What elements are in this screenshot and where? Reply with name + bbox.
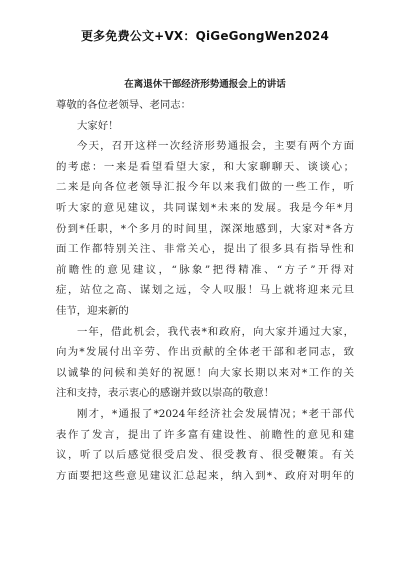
text-line: 面工作都特别关注、非常关心，提出了很多具有指导性和 xyxy=(56,243,354,256)
document-body xyxy=(56,95,354,486)
text-line: 前瞻性的意见建议，“脉象”把得精准、“方子”开得对 xyxy=(56,263,354,276)
text-line: 佳节，迎来新的 xyxy=(56,304,129,317)
text-line: 今天，召开这样一次经济形势通报会，主要有两个方面 xyxy=(77,140,354,153)
text-line: 大家好！ xyxy=(77,119,119,132)
text-line: 尊敬的各位老领导、老同志： xyxy=(56,99,192,111)
text-line: 症，站位之高、谋划之远，令人叹服！马上就将迎来元旦 xyxy=(56,284,354,297)
text-line: 的考虑：一来是看望看望大家，和大家聊聊天、谈谈心； xyxy=(56,160,354,173)
text-line: 注和支持，表示衷心的感谢并致以崇高的敬意！ xyxy=(56,387,275,400)
document-title: 在离退休干部经济形势通报会上的讲话 xyxy=(124,79,286,90)
text-line: 以诚挚的问候和美好的祝愿！向大家长期以来对*工作的关 xyxy=(56,366,354,379)
text-line: 表作了发言，提出了许多富有建设性、前瞻性的意见和建 xyxy=(56,428,354,441)
text-line: 听大家的意见建议，共同谋划*未来的发展。我是今年*月 xyxy=(56,201,354,214)
text-line: 方面要把这些意见建议汇总起来，纳入到*、政府对明年的 xyxy=(56,469,354,482)
text-line: 份到*任职，*个多月的时间里，深深地感到，大家对*各方 xyxy=(56,222,354,235)
text-line: 一年，借此机会，我代表*和政府，向大家并通过大家， xyxy=(77,325,354,338)
text-line: 议，听了以后感觉很受启发、很受教育、很受鞭策。有关 xyxy=(56,449,354,462)
text-line: 二来是向各位老领导汇报今年以来我们做的一些工作，听 xyxy=(56,181,354,194)
text-line: 刚才，*通报了*2024年经济社会发展情况；*老干部代 xyxy=(77,407,354,420)
watermark-header: 更多免费公文+VX：QiGeGongWen2024 xyxy=(80,29,329,43)
text-line: 向为*发展付出辛劳、作出贡献的全体老干部和老同志，致 xyxy=(56,346,354,359)
